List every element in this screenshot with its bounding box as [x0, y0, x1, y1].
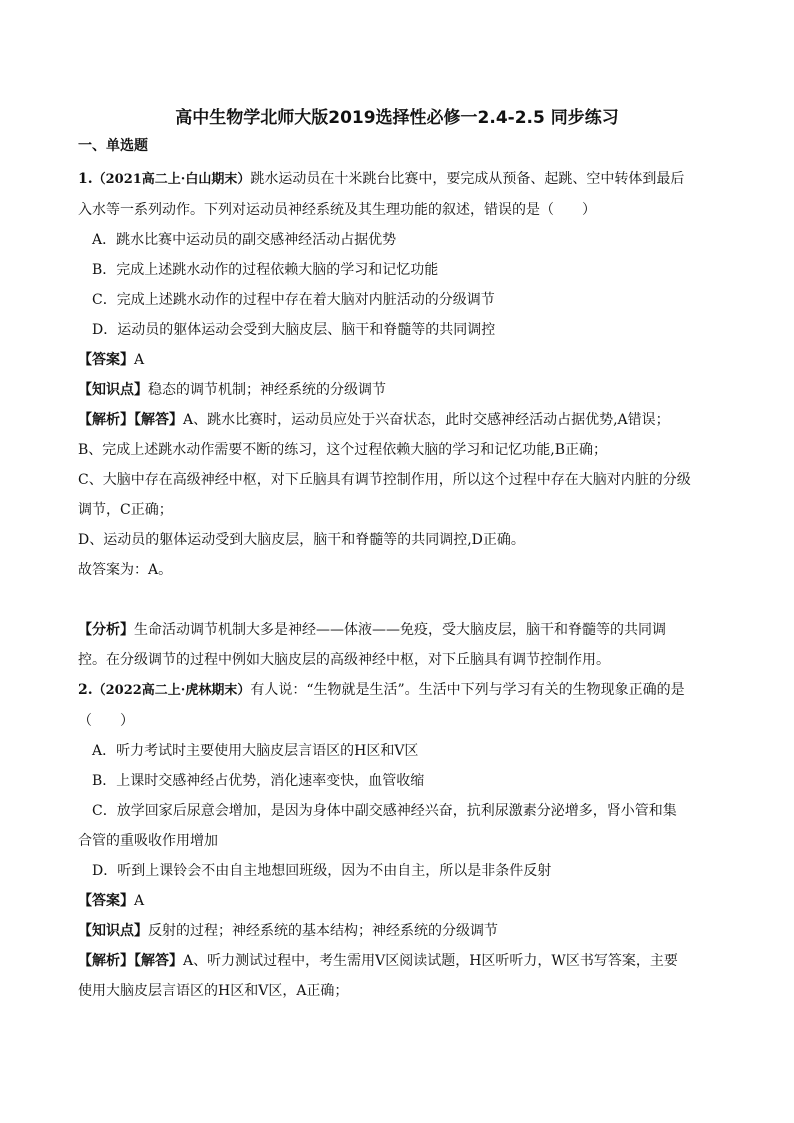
answer-value: A: [134, 893, 145, 909]
question-2: [78, 675, 716, 1006]
question-number: 1.: [78, 171, 93, 187]
option-c: C．完成上述跳水动作的过程中存在着大脑对内脏活动的分级调节: [92, 292, 495, 308]
blank-line: [78, 585, 716, 615]
question-stem: 入水等一系列动作。下列对运动员神经系统及其生理功能的叙述，错误的是（ ）: [78, 202, 596, 218]
option-c: 合管的重吸收作用增加: [78, 833, 218, 849]
answer-tag: 【答案】: [78, 893, 134, 909]
analysis-text: D、运动员的躯体运动受到大脑皮层，脑干和脊髓等的共同调控,D正确。: [78, 532, 525, 548]
option-a: A．跳水比赛中运动员的副交感神经活动占据优势: [92, 232, 397, 248]
knowledge-point-tag: 【知识点】: [78, 923, 148, 939]
question-1: [78, 164, 716, 675]
question-stem: （ ）: [78, 713, 134, 729]
analysis-text: B、完成上述跳水动作需要不断的练习，这个过程依赖大脑的学习和记忆功能,B正确；: [78, 442, 608, 458]
document-title: 高中生物学北师大版2019选择性必修一2.4-2.5 同步练习: [175, 108, 619, 128]
fenxi-text: 控。在分级调节的过程中例如大脑皮层的高级神经中枢，对下丘脑具有调节控制作用。: [78, 652, 610, 668]
analysis-text: C、大脑中存在高级神经中枢，对下丘脑具有调节控制作用，所以这个过程中存在大脑对内脏的分级: [78, 472, 691, 488]
knowledge-point-text: 稳态的调节机制；神经系统的分级调节: [148, 382, 386, 398]
fenxi-text: 生命活动调节机制大多是神经——体液——免疫，受大脑皮层，脑干和脊髓等的共同调: [134, 622, 666, 638]
option-b: B．完成上述跳水动作的过程依赖大脑的学习和记忆功能: [92, 262, 439, 278]
answer-tag: 【答案】: [78, 352, 134, 368]
knowledge-point-text: 反射的过程；神经系统的基本结构；神经系统的分级调节: [148, 923, 498, 939]
option-d: D．听到上课铃会不由自主地想回班级，因为不由自主，所以是非条件反射: [92, 863, 552, 879]
option-d: D．运动员的躯体运动会受到大脑皮层、脑干和脊髓等的共同调控: [92, 322, 496, 338]
question-stem: 有人说：“生物就是生活”。生活中下列与学习有关的生物现象正确的是: [250, 682, 685, 698]
option-a: A．听力考试时主要使用大脑皮层言语区的H区和V区: [92, 743, 419, 759]
question-number: 2.: [78, 682, 93, 698]
analysis-tag: 【解析】【解答】: [78, 953, 183, 969]
question-stem: 跳水运动员在十米跳台比赛中，要完成从预备、起跳、空中转体到最后: [250, 171, 685, 187]
answer-value: A: [134, 352, 145, 368]
analysis-text: 调节，C正确；: [78, 502, 173, 518]
analysis-text: A、跳水比赛时，运动员应处于兴奋状态，此时交感神经活动占据优势,A错误；: [183, 412, 670, 428]
section-heading: 一、单选题: [78, 138, 148, 154]
analysis-text: 使用大脑皮层言语区的H区和V区，A正确；: [78, 983, 349, 999]
question-source: （2021高二上·白山期末）: [92, 172, 251, 187]
conclusion-text: 故答案为：A。: [78, 562, 173, 578]
option-c: C．放学回家后尿意会增加，是因为身体中副交感神经兴奋，抗利尿激素分泌增多，肾小管和集: [92, 803, 677, 819]
analysis-text: A、听力测试过程中，考生需用V区阅读试题，H区听听力，W区书写答案，主要: [183, 953, 678, 969]
option-b: B．上课时交感神经占优势，消化速率变快，血管收缩: [92, 773, 425, 789]
fenxi-tag: 【分析】: [78, 622, 134, 638]
knowledge-point-tag: 【知识点】: [78, 382, 148, 398]
question-source: （2022高二上·虎林期末）: [92, 683, 251, 698]
analysis-tag: 【解析】【解答】: [78, 412, 183, 428]
